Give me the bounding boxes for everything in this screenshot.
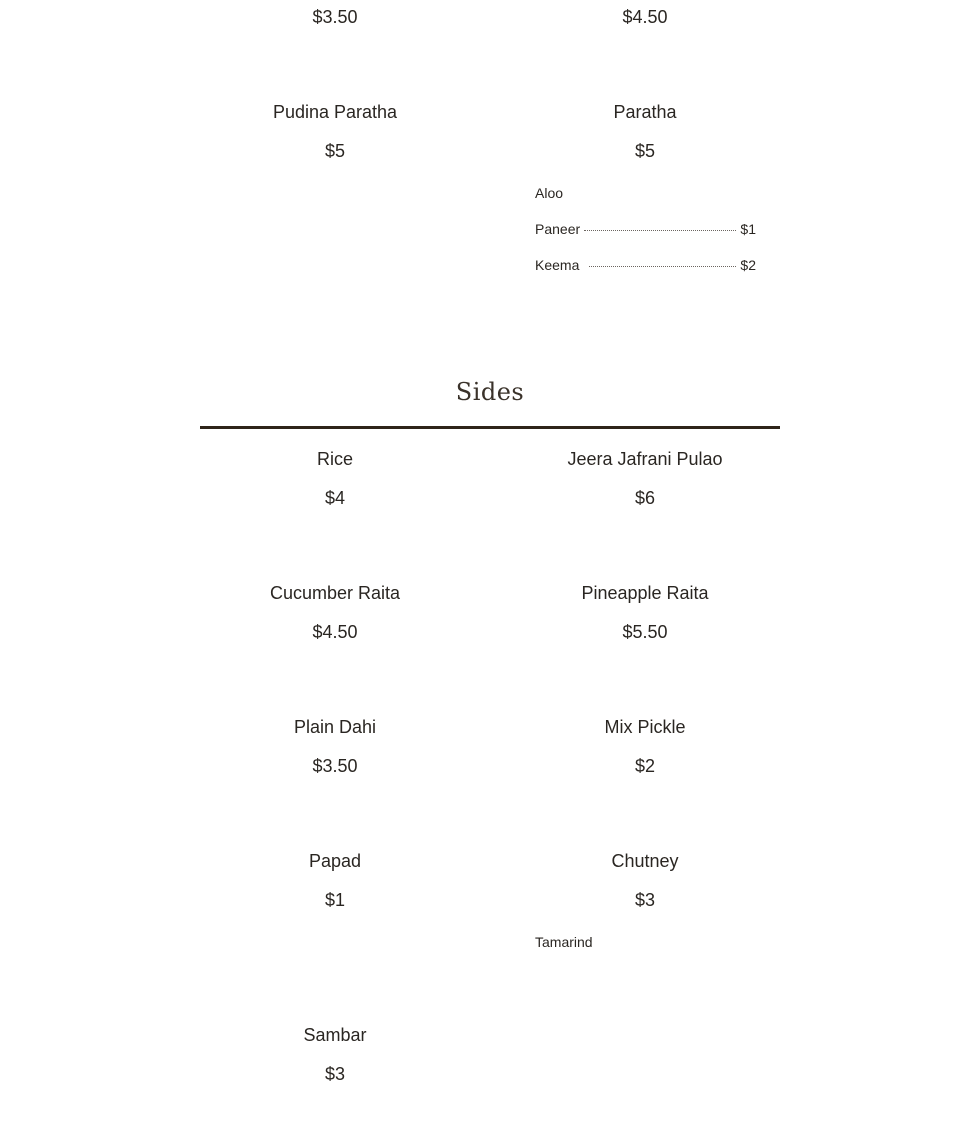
menu-item-name: Paratha xyxy=(613,102,677,122)
menu-item-name: Chutney xyxy=(611,851,679,871)
menu-item-name: Mix Pickle xyxy=(604,717,686,737)
menu-item-price: $4.50 xyxy=(312,622,358,642)
menu-item-price: $3 xyxy=(634,890,656,910)
menu-item-price: $5 xyxy=(634,141,656,161)
menu-item-price: $1 xyxy=(324,890,346,910)
menu-item-name: Jeera Jafrani Pulao xyxy=(567,449,723,469)
option-price: $2 xyxy=(740,257,756,273)
menu-item-price: $3.50 xyxy=(312,7,358,27)
option-label: Keema xyxy=(535,257,580,273)
menu-item-name: Plain Dahi xyxy=(293,717,377,737)
menu-item-price: $3.50 xyxy=(312,756,358,776)
section-divider xyxy=(200,426,780,429)
option-row-aloo xyxy=(535,184,756,202)
menu-item-name: Rice xyxy=(316,449,353,469)
menu-item-price: $3 xyxy=(324,1064,346,1084)
option-label-tamarind: Tamarind xyxy=(535,934,593,950)
dotted-leader xyxy=(589,266,736,267)
menu-item-name: Pudina Paratha xyxy=(272,102,398,122)
menu-item-price: $2 xyxy=(634,756,656,776)
menu-item-name: Cucumber Raita xyxy=(269,583,401,603)
option-price: $1 xyxy=(740,221,756,237)
option-label: Paneer xyxy=(535,221,581,237)
menu-item-price: $6 xyxy=(634,488,656,508)
option-label: Aloo xyxy=(535,185,564,201)
menu-item-name: Sambar xyxy=(303,1025,367,1045)
section-title-sides: Sides xyxy=(455,378,525,406)
menu-item-price: $4.50 xyxy=(622,7,668,27)
menu-item-name: Papad xyxy=(308,851,362,871)
option-row-keema xyxy=(535,256,756,274)
menu-item-price: $4 xyxy=(324,488,346,508)
menu-item-price: $5.50 xyxy=(622,622,668,642)
dotted-leader xyxy=(584,230,736,231)
menu-item-price: $5 xyxy=(324,141,346,161)
menu-item-name: Pineapple Raita xyxy=(581,583,709,603)
option-row-paneer xyxy=(535,220,756,238)
